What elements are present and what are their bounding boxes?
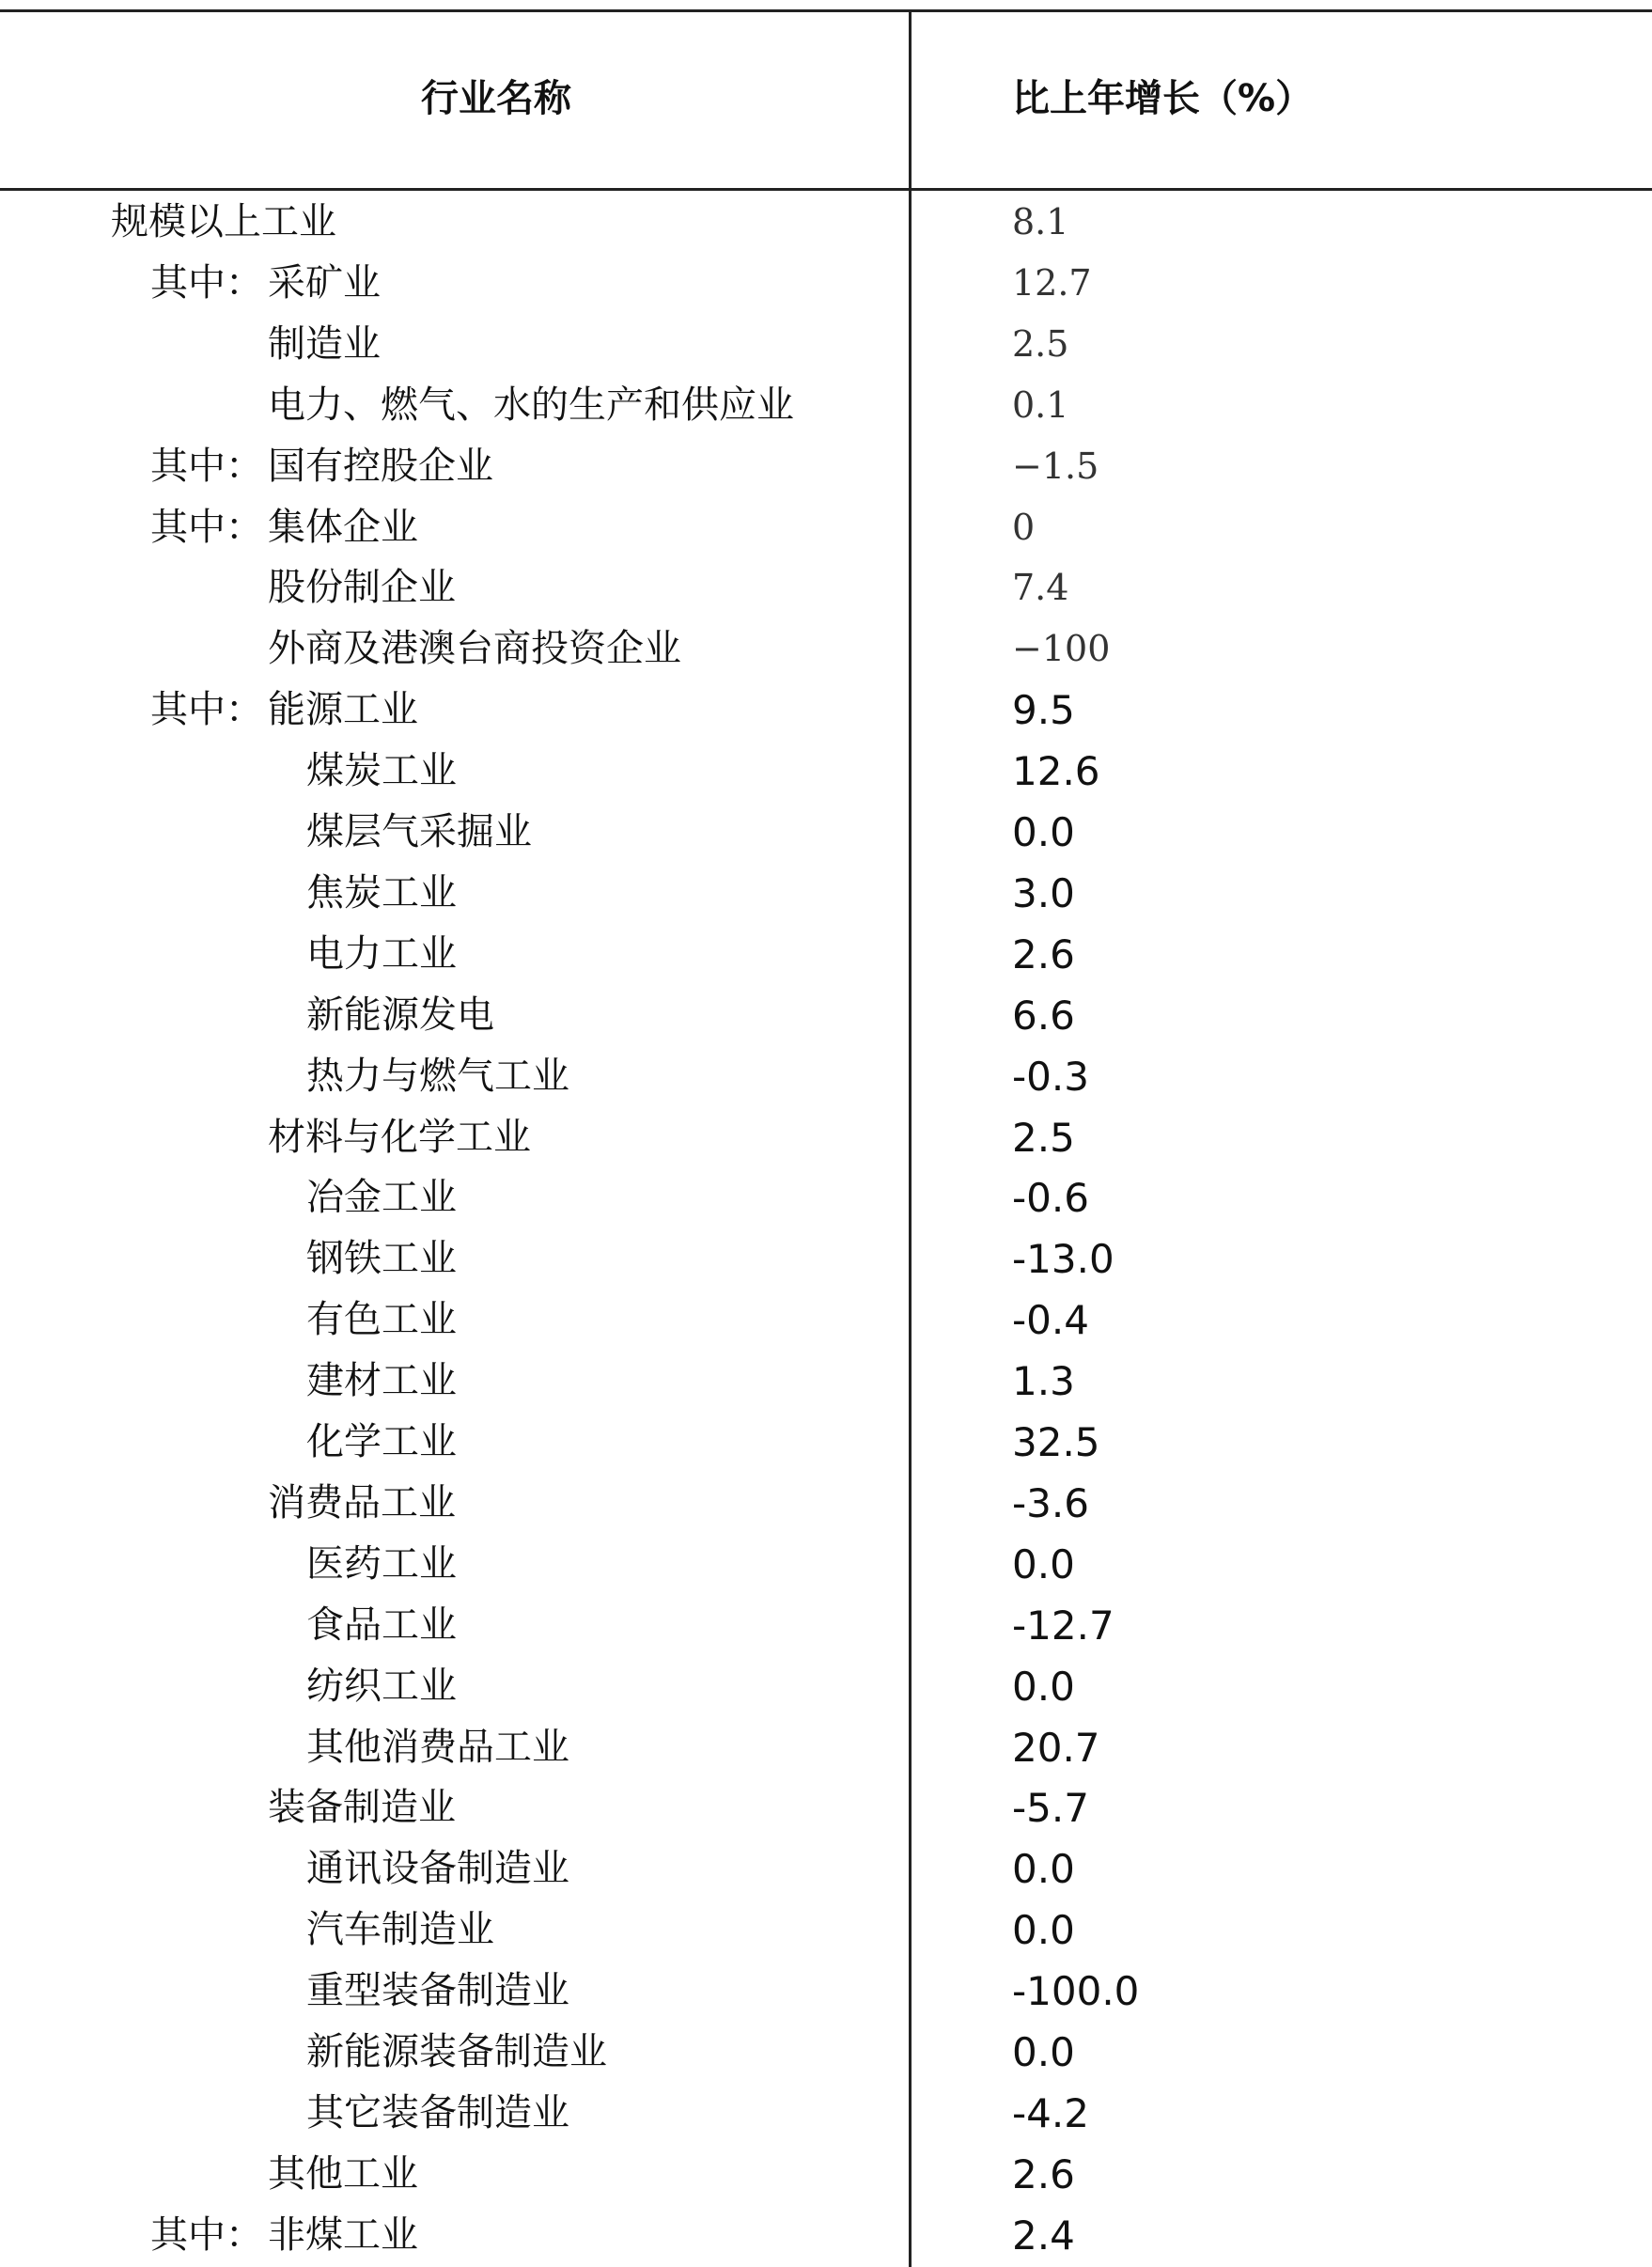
row-prefix: 其中： (150, 444, 263, 488)
header-bottom-rule (0, 188, 1652, 191)
row-industry-name: 汽车制造业 (306, 1908, 494, 1952)
row-prefix: 其中： (150, 2212, 263, 2257)
row-growth-value: 32.5 (1012, 1419, 1100, 1465)
table-row (0, 1777, 1652, 1838)
row-growth-value: 6.6 (1012, 992, 1075, 1039)
row-growth-value: 0.0 (1012, 1846, 1075, 1893)
row-industry-name: 焦炭工业 (306, 870, 457, 915)
table-row (0, 1473, 1652, 1534)
table-row (0, 2022, 1652, 2083)
row-industry-name: 其他消费品工业 (306, 1725, 569, 1769)
row-growth-value: 2.5 (1012, 322, 1069, 365)
row-industry-name: 热力与燃气工业 (306, 1054, 569, 1098)
row-growth-value: 12.6 (1012, 748, 1100, 795)
row-industry-name: 材料与化学工业 (268, 1115, 531, 1159)
table-row (0, 436, 1652, 497)
row-industry-name: 股份制企业 (268, 566, 456, 610)
table-row (0, 557, 1652, 618)
row-growth-value: 2.4 (1012, 2212, 1075, 2259)
table-row (0, 1961, 1652, 2022)
row-industry-name: 其它装备制造业 (306, 2090, 569, 2134)
row-industry-name: 医药工业 (306, 1541, 457, 1586)
row-industry-name: 有色工业 (306, 1298, 457, 1342)
table-row (0, 1838, 1652, 1900)
table-row (0, 2205, 1652, 2266)
row-prefix: 其中： (150, 505, 263, 549)
table-row (0, 1412, 1652, 1473)
row-industry-name: 消费品工业 (268, 1480, 456, 1524)
table-row (0, 1046, 1652, 1107)
row-industry-name: 其他工业 (268, 2151, 418, 2196)
row-growth-value: 9.5 (1012, 687, 1075, 734)
row-growth-value: 2.6 (1012, 930, 1075, 977)
row-industry-name: 外商及港澳台商投资企业 (268, 627, 681, 671)
table-row (0, 1595, 1652, 1656)
row-industry-name: 化学工业 (306, 1420, 457, 1463)
row-growth-value: 0.0 (1012, 1907, 1075, 1954)
row-industry-name: 煤炭工业 (306, 749, 457, 793)
row-growth-value: -3.6 (1012, 1479, 1089, 1526)
row-industry-name: 采矿业 (268, 260, 381, 305)
table-row (0, 802, 1652, 863)
table-row (0, 2144, 1652, 2205)
header-growth-rate: 比上年增长（%） (1012, 77, 1314, 120)
row-industry-name: 新能源发电 (306, 993, 494, 1037)
header-industry-name: 行业名称 (421, 77, 571, 120)
row-industry-name: 新能源装备制造业 (306, 2030, 607, 2073)
row-growth-value: 3.0 (1012, 869, 1075, 916)
row-growth-value: -0.6 (1012, 1175, 1089, 1222)
row-growth-value: 0.0 (1012, 1663, 1075, 1710)
row-industry-name: 装备制造业 (268, 1786, 456, 1830)
row-growth-value: -13.0 (1012, 1236, 1114, 1283)
table-row (0, 1107, 1652, 1168)
row-growth-value: 0 (1012, 506, 1036, 548)
row-prefix: 其中： (150, 688, 263, 732)
row-industry-name: 能源工业 (268, 688, 418, 732)
table-row (0, 1900, 1652, 1961)
row-growth-value: 2.6 (1012, 2150, 1075, 2197)
row-industry-name: 煤层气采掘业 (306, 810, 532, 853)
table-row (0, 1167, 1652, 1228)
table-row (0, 618, 1652, 680)
row-growth-value: -5.7 (1012, 1785, 1089, 1832)
row-growth-value: −1.5 (1012, 445, 1099, 487)
table-top-rule (0, 9, 1652, 12)
table-row (0, 1656, 1652, 1717)
table-row (0, 1534, 1652, 1595)
row-growth-value: 20.7 (1012, 1724, 1100, 1771)
table-row (0, 497, 1652, 558)
row-prefix: 其中： (150, 260, 263, 305)
row-industry-name: 冶金工业 (306, 1176, 457, 1220)
row-growth-value: 0.0 (1012, 1540, 1075, 1587)
row-industry-name: 钢铁工业 (306, 1237, 457, 1281)
row-industry-name: 通讯设备制造业 (306, 1847, 569, 1891)
row-industry-name: 制造业 (268, 321, 381, 366)
row-growth-value: 0.0 (1012, 809, 1075, 855)
row-growth-value: 1.3 (1012, 1358, 1075, 1405)
row-growth-value: 8.1 (1012, 201, 1069, 242)
row-growth-value: 12.7 (1012, 261, 1092, 304)
table-row (0, 863, 1652, 924)
row-growth-value: 0.1 (1012, 383, 1069, 426)
row-industry-name: 电力工业 (306, 931, 457, 976)
row-industry-name: 食品工业 (306, 1603, 457, 1647)
table-row (0, 1351, 1652, 1412)
row-growth-value: 7.4 (1012, 567, 1069, 609)
table-row (0, 680, 1652, 741)
row-growth-value: -12.7 (1012, 1602, 1114, 1649)
row-growth-value: -4.2 (1012, 2089, 1089, 2136)
table-row (0, 1228, 1652, 1290)
row-industry-name: 国有控股企业 (268, 444, 493, 488)
row-industry-name: 建材工业 (306, 1359, 457, 1403)
row-industry-name: 重型装备制造业 (306, 1969, 569, 2013)
row-growth-value: 2.5 (1012, 1114, 1075, 1161)
row-growth-value: −100 (1012, 628, 1111, 670)
table-row (0, 924, 1652, 985)
row-growth-value: 0.0 (1012, 2029, 1075, 2075)
row-industry-name: 集体企业 (268, 505, 418, 549)
table-row (0, 314, 1652, 375)
table-row (0, 1717, 1652, 1778)
table-row (0, 2083, 1652, 2144)
table-row (0, 253, 1652, 314)
table-row (0, 1290, 1652, 1351)
table-row (0, 192, 1652, 253)
row-growth-value: -0.4 (1012, 1297, 1089, 1344)
row-industry-name: 电力、燃气、水的生产和供应业 (268, 383, 794, 427)
row-industry-name: 规模以上工业 (111, 200, 336, 243)
row-industry-name: 纺织工业 (306, 1664, 457, 1708)
table-row (0, 741, 1652, 802)
row-industry-name: 非煤工业 (268, 2212, 418, 2257)
row-growth-value: -0.3 (1012, 1053, 1089, 1100)
table-row (0, 375, 1652, 436)
row-growth-value: -100.0 (1012, 1968, 1140, 2015)
table-row (0, 985, 1652, 1046)
